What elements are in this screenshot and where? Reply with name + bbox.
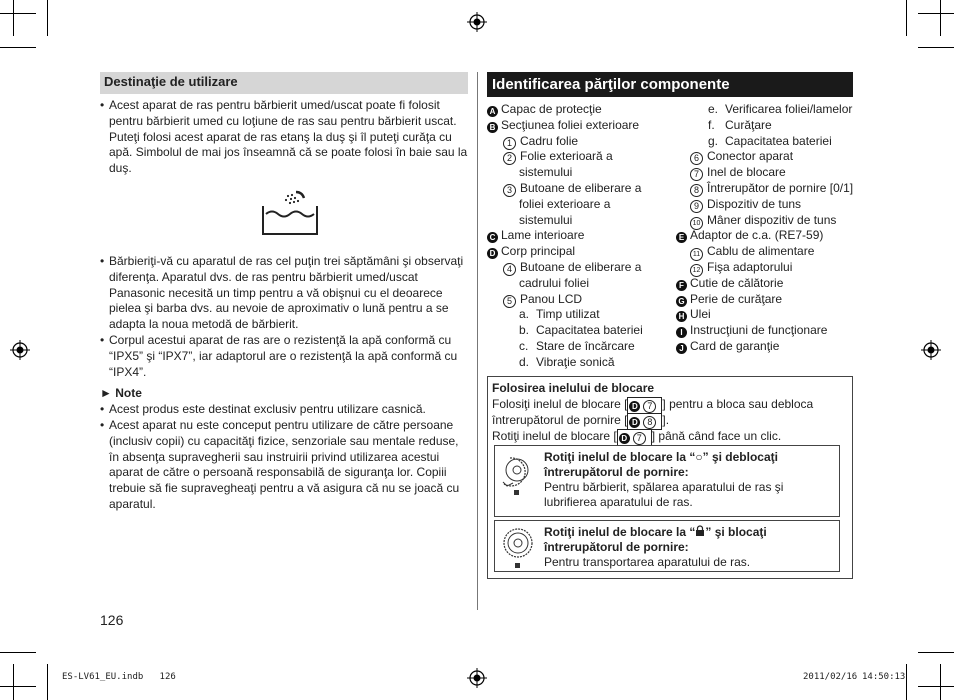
part-item [708,118,772,134]
part-label: Dispozitiv de tuns [707,196,802,211]
number-icon: 8 [643,416,656,429]
part-label: Ulei [690,307,711,322]
paragraph: • Acest aparat de ras pentru bărbierit umed/uscat poate fi folosit pentru bărbierit umed cu loţiune de ras sau pentru bărbierit uscat. Puteţi folosi acest aparat de ras etanş la duş şi îl puteţi curăţa cu apă. Simbolul de mai jos înseamnă că se poate folosi în baie sau la duş. [100,98,468,177]
part-label: Capacitatea bateriei [725,133,832,148]
part-number-icon: 12 [690,264,703,277]
part-number-icon: 9 [690,200,703,213]
text: Folosiţi inelul de blocare [ [492,397,628,411]
unlock-instruction-text [544,450,783,510]
intended-use-text [100,98,468,177]
part-number-icon: 2 [503,152,516,165]
intended-use-text-2 [100,254,468,513]
paragraph: • Acest produs este destinat exclusiv pentru utilizare casnică. [100,402,468,418]
shower-bath-icon [262,190,320,236]
parts-list-col1 [487,102,677,372]
lock-heading-2: întrerupătorul de pornire: [544,540,689,554]
part-item [690,244,814,261]
crop-mark [0,652,36,653]
lock-ring-line [492,397,813,414]
part-item [503,292,582,308]
part-item [503,260,641,276]
part-item [676,276,783,292]
crop-mark [13,0,14,36]
page-number: 126 [100,612,124,628]
lock-instruction-text [544,525,767,570]
part-number-icon: 1 [503,137,516,150]
part-label: Card de garanţie [690,339,780,353]
part-item [487,102,602,118]
part-label: Folie exterioară a [520,149,613,164]
part-item [676,228,823,244]
footer-date: 2011/02/16 [803,672,858,682]
part-item [519,307,600,323]
unlock-instruction-box [494,445,840,517]
crop-mark [918,13,954,14]
part-letter-badge-icon: B [487,122,498,133]
number-icon: 7 [633,432,646,445]
part-number-icon: 10 [690,217,703,230]
part-item [690,197,801,213]
section-heading-intended-use: Destinaţie de utilizare [100,72,468,94]
registration-mark-icon [921,340,941,360]
part-item [519,213,572,229]
part-item [503,134,578,150]
part-label: Verificarea foliei/lamelor [725,102,853,116]
crop-mark [940,0,941,36]
padlock-icon [695,525,705,537]
badge-icon: D [629,417,640,428]
lock-ring-line [492,429,781,446]
part-label: Cutie de călătorie [690,275,784,290]
part-label: Cadru folie [520,133,579,148]
part-item [676,292,782,308]
unlock-heading: Rotiţi inelul de blocare la “○” şi deblocaţi [544,450,778,464]
part-item [690,213,836,230]
crop-mark [47,664,48,700]
part-label: Perie de curăţare [690,291,783,306]
unlocked-dial-icon [500,452,534,498]
lock-instruction-box [494,520,840,572]
part-label: Timp utilizat [536,307,600,322]
part-item [503,181,641,197]
part-item [676,339,779,355]
part-sub-letter: c. [519,339,529,353]
part-label: Curăţare [725,117,772,132]
part-letter-badge-icon: J [676,343,687,354]
registration-mark-icon [467,668,487,688]
part-sub-letter: e. [708,102,719,116]
locked-dial-icon [501,525,535,571]
part-number-icon: 7 [690,168,703,181]
part-item [676,323,827,339]
part-item [690,260,792,277]
part-letter-badge-icon: D [487,248,498,259]
number-icon: 7 [643,400,656,413]
lock-desc: Pentru transportarea aparatului de ras. [544,555,751,569]
part-item [503,149,613,165]
paragraph: • Bărbieriţi-vă cu aparatul de ras cel puţin trei săptămâni şi observaţi diferenţa. Aparatul dvs. de ras pentru bărbierit umed/uscat Panasonic necesită un timp pentru a vă obişnui cu el deoarece pielea şi barba dvs. au nevoie de aproximativ o lună pentru a se adapta la noua metodă de bărbierit. [100,254,468,333]
parts-list-col2 [676,102,856,362]
part-letter-badge-icon: I [676,327,687,338]
part-label: Vibraţie sonică [536,354,615,369]
part-sub-letter: a. [519,307,530,322]
badge-icon: D [619,433,630,444]
part-number-icon: 8 [690,184,703,197]
crop-mark [0,686,36,687]
part-number-icon: 6 [690,152,703,165]
unlock-desc-2: lubrifierea aparatului de ras. [544,495,693,509]
part-label: Capac de protecţie [501,102,602,116]
part-label: sistemului [519,165,573,180]
registration-mark-icon [10,340,30,360]
part-number-icon: 4 [503,263,516,276]
part-item [487,244,575,260]
part-label: foliei exterioare a [519,196,611,211]
part-sub-letter: f. [708,117,715,132]
note-heading: ► Note [100,386,142,401]
part-label: Lame interioare [501,228,585,243]
part-item [690,165,786,181]
part-item [690,181,853,197]
part-label: Butoane de eliberare a [520,260,642,274]
crop-mark [918,686,954,687]
text: Rotiţi inelul de blocare [ [492,429,617,443]
text: întrerupătorul de pornire [ [492,413,628,427]
lock-ring-line [492,413,669,430]
part-label: sistemului [519,212,573,227]
part-label: Secţiunea foliei exterioare [501,117,640,132]
part-sub-letter: b. [519,323,530,338]
lock-ring-box [487,376,853,579]
paragraph: • Acest aparat nu este conceput pentru utilizare de către persoane (inclusiv copii) cu capacităţi fizice, senzoriale sau mentale reduse, în absenţa supravegherii sau instruirii privind utilizarea acestui aparat de către o persoană responsabilă de siguranţa lor. Copiii trebuie să fie supravegheaţi pentru a vă asigura că nu se joacă cu aparatul. [100,418,468,513]
text: ] până când face un clic. [651,429,782,443]
part-item [519,339,635,355]
crop-mark [0,13,36,14]
part-label: Cablu de alimentare [707,244,815,259]
part-label: Panou LCD [520,291,583,306]
part-item [519,197,610,213]
part-item [519,323,643,339]
part-letter-badge-icon: C [487,232,498,243]
ref-box [627,397,662,414]
crop-mark [918,47,954,48]
part-letter-badge-icon: F [676,280,687,291]
part-item [708,102,852,118]
lock-heading: Rotiţi inelul de blocare la “ ” şi blocaţi [544,525,767,539]
text: ]. [662,413,670,427]
part-label: Capacitatea bateriei [536,323,643,338]
ref-box [617,429,652,446]
lock-ring-title: Folosirea inelului de blocare [492,381,655,395]
part-label: Stare de încărcare [536,339,635,353]
footer-file-info: ES-LV61_EU.indb 126 [62,672,176,682]
part-sub-letter: g. [708,133,719,148]
part-item [690,149,793,165]
part-letter-badge-icon: E [676,232,687,243]
part-item [519,355,615,371]
unlock-desc: Pentru bărbierit, spălarea aparatului de ras şi [544,480,784,494]
crop-mark [0,47,36,48]
part-item [676,307,711,323]
part-label: Corp principal [501,244,576,259]
part-label: Inel de blocare [707,165,786,180]
part-number-icon: 3 [503,184,516,197]
part-number-icon: 5 [503,295,516,308]
crop-mark [906,664,907,700]
part-label: Adaptor de c.a. (RE7-59) [690,228,824,243]
part-label: Întrerupător de pornire [0/1] [707,181,854,195]
part-label: Instrucţiuni de funcţionare [690,323,828,338]
part-item [487,118,639,134]
part-letter-badge-icon: G [676,296,687,307]
part-label: Butoane de eliberare a [520,181,642,195]
crop-mark [918,652,954,653]
column-divider [477,72,478,610]
footer-time: 14:50:13 [862,672,906,682]
crop-mark [47,0,48,36]
crop-mark [940,664,941,700]
crop-mark [13,664,14,700]
unlock-heading-2: întrerupătorul de pornire: [544,465,689,479]
part-letter-badge-icon: A [487,106,498,117]
part-label: Fişa adaptorului [707,260,793,274]
part-label: Mâner dispozitiv de tuns [707,212,837,227]
part-label: Conector aparat [707,149,794,164]
badge-icon: D [629,401,640,412]
text: ] pentru a bloca sau debloca [662,397,814,411]
ref-box [627,413,662,430]
part-item [519,165,572,181]
paragraph: • Corpul acestui aparat de ras are o rezistenţă la apă conformă cu “IPX5” şi “IPX7”, iar adaptorul are o rezistenţă la apă conformă cu “IPX4”. [100,333,468,380]
part-label: cadrului foliei [519,275,590,290]
registration-mark-icon [467,12,487,32]
part-number-icon: 11 [690,248,703,261]
part-item [487,228,584,244]
part-item [519,276,589,292]
part-sub-letter: d. [519,354,530,369]
part-letter-badge-icon: H [676,311,687,322]
part-item [708,134,832,150]
crop-mark [906,0,907,36]
section-heading-parts: Identificarea părţilor componente [487,72,853,97]
